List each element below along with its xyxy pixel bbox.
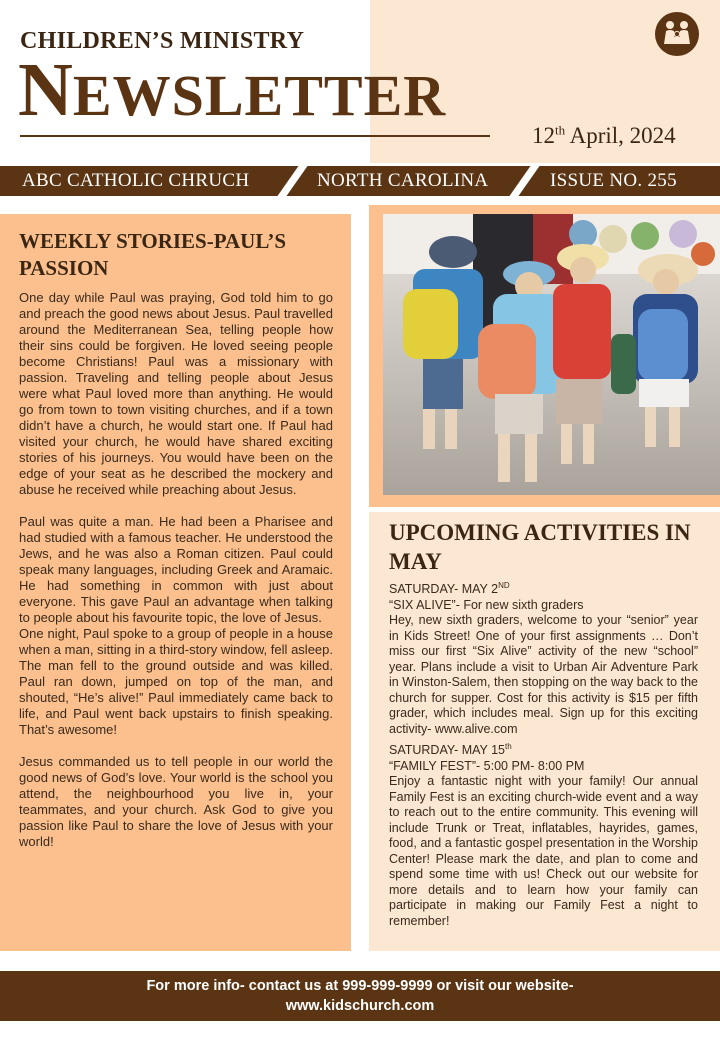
- activity-date: [389, 582, 698, 598]
- date-suffix: th: [555, 122, 566, 138]
- activity-subtitle: “SIX ALIVE”- For new sixth graders: [389, 597, 584, 612]
- band-separator: [507, 163, 541, 199]
- activity-date: [389, 743, 698, 759]
- title-initial: N: [18, 48, 73, 132]
- title-rest: EWSLETTER: [72, 63, 447, 128]
- info-band: [0, 166, 720, 196]
- activity-date-main: SATURDAY- MAY 15: [389, 743, 506, 757]
- footer-contact: [0, 971, 720, 1021]
- story-paragraph: Jesus commanded us to tell people in our world the good news of God’s love. Your world is the school you attend, the neighbourhood you live in, your teammates, and your church. Ask God to give you passion like Paul to share the love of Jesus with your world!: [19, 754, 333, 849]
- band-separator: [275, 163, 309, 199]
- footer-website-link[interactable]: www.kidschurch.com: [285, 998, 435, 1014]
- location: NORTH CAROLINA: [317, 170, 489, 191]
- children-photo: [383, 214, 720, 495]
- story-panel: [0, 214, 351, 951]
- family-icon: [655, 12, 699, 56]
- newsletter-subtitle: CHILDREN’S MINISTRY: [20, 28, 305, 54]
- footer-line: For more info- contact us at 999-999-9999 or visit our website-: [146, 978, 574, 994]
- title-divider: [20, 135, 490, 137]
- activities-title: UPCOMING ACTIVITIES IN MAY: [389, 520, 691, 574]
- date-day: 12: [532, 123, 555, 148]
- issue-date: [532, 123, 676, 149]
- story-paragraph: Paul was quite a man. He had been a Pharisee and had studied with a famous teacher. He understood the Jews, and he was also a Roman citizen. Paul could speak many languages, including Greek and Aramaic. He had something in common with just about everyone. This gave Paul an advantage when talking to people about his favourite topic, the love of Jesus.: [19, 514, 333, 625]
- activity-date-suffix: ND: [498, 580, 510, 590]
- activity-description: Enjoy a fantastic night with your family! Our annual Family Fest is an exciting church-wide event and a way to reach out to the entire community. This evening will include Trunk or Treat, inflatables, hayrides, games, food, and a fantastic gospel presentation in the Worship Center! Please mark the date, and plan to come and spend some time with us! Check out our website for more details and to learn how your family can participate in making our Family Fest a night to remember!: [389, 774, 698, 928]
- activities-panel: [369, 512, 720, 951]
- date-rest: April, 2024: [565, 123, 676, 148]
- story-paragraph: One night, Paul spoke to a group of people in a house when a man, sitting in a third-story window, fell asleep. The man fell to the ground outside and was killed. Paul ran down, jumped on top of the man, and shouted, “He’s alive!” Paul immediately came back to life, and Paul went back upstairs to finish speaking. That’s awesome!: [19, 626, 333, 737]
- church-name: ABC CATHOLIC CHRUCH: [22, 170, 250, 191]
- newsletter-title: [18, 48, 447, 132]
- story-paragraph: One day while Paul was praying, God told him to go and preach the good news about Jesus. Paul travelled around the Mediterranean Sea, telling people how their sins could be forgiven. He loved seeing people become Christians! Paul was a missionary with passion. Traveling and telling people about Jesus were what Paul loved more than anything. He would go from town to town visiting churches, and if a town didn’t have a church, he would start one. If Paul had visited your church, he would have shared exciting stories of his journeys. You would have been on the edge of your seat as he described the mockery and abuse he received while preaching about Jesus.: [19, 290, 333, 497]
- activity-date-suffix: th: [505, 741, 512, 751]
- activity-date-main: SATURDAY- MAY 2: [389, 582, 499, 596]
- activity-subtitle: “FAMILY FEST”- 5:00 PM- 8:00 PM: [389, 758, 585, 773]
- issue-number: ISSUE NO. 255: [550, 170, 677, 191]
- story-title: WEEKLY STORIES-PAUL’S PASSION: [19, 229, 287, 280]
- activity-description: Hey, new sixth graders, welcome to your “senior” year in Kids Street! One of your first assignments … Don’t miss our first “Six Alive” activity of the new “school” year. Plans include a visit to Urban Air Adventure Park in Winston-Salem, then stopping on the way back to the church for supper. Cost for this activity is $15 per fifth grader, which includes meal. Sign up for this exciting activity- www.alive.com: [389, 613, 698, 736]
